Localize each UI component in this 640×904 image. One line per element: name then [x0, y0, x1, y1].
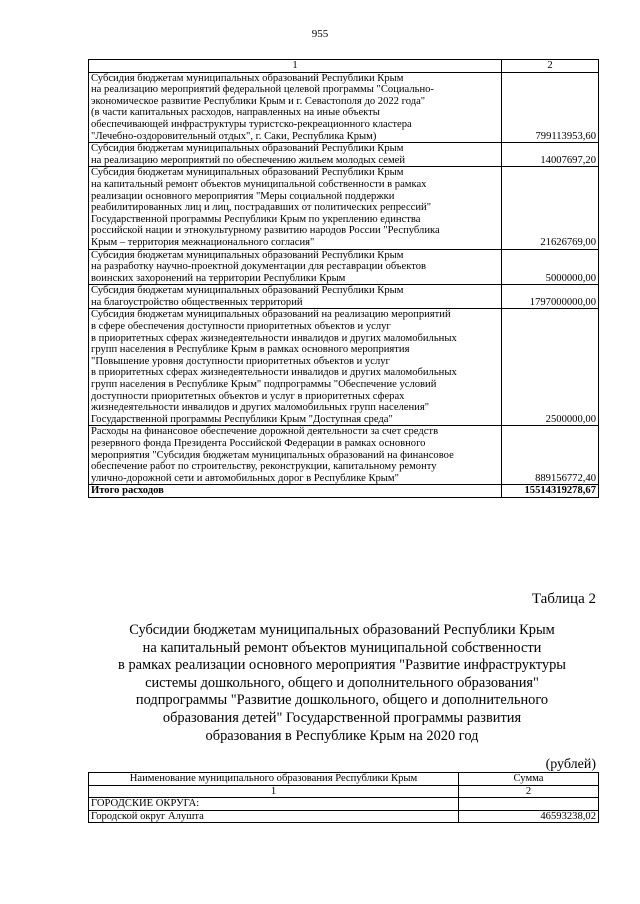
description-line: Субсидия бюджетам муниципальных образований на реализацию мероприятий: [91, 309, 451, 321]
expense-row: [89, 249, 599, 285]
title-line: образования детей" Государственной программы развития: [162, 709, 522, 726]
description-line: Субсидия бюджетам муниципальных образований Республики Крым: [91, 285, 404, 297]
expense-row: [89, 143, 599, 167]
expense-amount: 799113953,60: [502, 72, 599, 143]
page-number: 955: [311, 28, 329, 40]
description-line: "Повышение уровня доступности приоритетных объектов и услуг: [91, 355, 390, 367]
total-amount: 15514319278,67: [502, 485, 599, 498]
description-line: российской нации и этнокультурному развитию народов России "Республика: [91, 225, 440, 237]
expense-amount: 2500000,00: [502, 309, 599, 426]
description-line: обеспечение работ по строительству, реконструкции, капитальному ремонту: [91, 461, 437, 473]
expense-row: [89, 72, 599, 143]
expense-amount: 1797000000,00: [502, 285, 599, 309]
description-line: на благоустройство общественных территорий: [91, 296, 303, 308]
description-line: резервного фонда Президента Российской Федерации в рамках основного: [91, 438, 426, 449]
expense-row: [89, 285, 599, 309]
subsidies-table-header: [89, 773, 599, 786]
subsidies-table-body: [89, 773, 599, 823]
description-line: в сфере обеспечения доступности приоритетных объектов и услуг: [91, 321, 391, 333]
table-title: [86, 622, 598, 745]
description-line: на реализацию мероприятий по обеспечению жильем молодых семей: [91, 154, 406, 166]
subsidy-amount: 46593238,02: [459, 810, 599, 823]
expense-description: [89, 309, 502, 426]
expense-row: [89, 167, 599, 249]
section-row: [89, 798, 599, 811]
description-line: Государственной программы Республики Крым "Доступная среда": [91, 413, 393, 425]
expense-amount: 889156772,40: [502, 426, 599, 485]
description-line: экономическое развитие Республики Крым и г. Севастополя до 2022 года": [91, 95, 426, 107]
expense-description: [89, 426, 502, 485]
total-label: Итого расходов: [89, 485, 502, 498]
expense-amount: 5000000,00: [502, 249, 599, 285]
subsidies-table: [88, 772, 599, 823]
table-caption: Таблица 2: [531, 591, 596, 607]
description-line: на капитальный ремонт объектов муниципальной собственности в рамках: [91, 178, 427, 190]
description-line: групп населения в Республике Крым в рамках основного мероприятия: [91, 344, 410, 356]
column-number-1: 1: [89, 785, 459, 798]
expenses-table-body: [89, 60, 599, 498]
section-empty-cell: [459, 798, 599, 811]
description-line: (в части капитальных расходов, направленных на иные объекты: [91, 107, 380, 119]
description-line: обеспечивающей инфраструктуры туристско-рекреационного кластера: [91, 118, 412, 130]
expense-description: [89, 72, 502, 143]
expense-description: [89, 285, 502, 309]
title-line: образования в Республике Крым на 2020 год: [205, 727, 479, 744]
column-number-2: 2: [459, 785, 599, 798]
title-line: системы дошкольного, общего и дополнительного образования": [145, 674, 539, 691]
municipality-name: Городской округ Алушта: [89, 810, 459, 823]
description-line: воинских захоронений на территории Республики Крым: [91, 272, 346, 284]
description-line: Субсидия бюджетам муниципальных образований Республики Крым: [91, 167, 404, 179]
description-line: улично-дорожной сети и автомобильных дорог в Республике Крым": [91, 472, 399, 484]
expenses-table: [88, 59, 599, 498]
expense-description: [89, 143, 502, 167]
title-line: в рамках реализации основного мероприятия "Развитие инфраструктуры: [118, 657, 566, 674]
description-line: на разработку научно-проектной документации для реставрации объектов: [91, 261, 427, 273]
description-line: Субсидия бюджетам муниципальных образований Республики Крым: [91, 72, 404, 84]
description-line: реабилитированных лиц и лиц, пострадавших от политических репрессий": [91, 202, 432, 214]
description-line: Государственной программы Республики Крым по укреплению единства: [91, 213, 421, 225]
section-label: ГОРОДСКИЕ ОКРУГА:: [89, 798, 459, 811]
description-line: в приоритетных сферах жизнедеятельности инвалидов и других маломобильных: [91, 367, 457, 379]
description-line: реализации основного мероприятия "Меры социальной поддержки: [91, 190, 395, 202]
column-number-2: 2: [502, 60, 599, 73]
expense-row: [89, 309, 599, 426]
description-line: Крым – территория межнационального согласия": [91, 236, 315, 248]
description-line: "Лечебно-оздоровительный отдых", г. Саки, Республика Крым): [91, 130, 377, 142]
title-line: Субсидии бюджетам муниципальных образований Республики Крым: [129, 622, 555, 638]
description-line: в приоритетных сферах жизнедеятельности инвалидов и других маломобильных: [91, 332, 457, 344]
expense-description: [89, 249, 502, 285]
column-header-amount: Сумма: [459, 773, 599, 786]
description-line: Субсидия бюджетам муниципальных образований Республики Крым: [91, 143, 404, 155]
table-row: [89, 810, 599, 823]
description-line: мероприятия "Субсидия бюджетам муниципальных образований на финансовое: [91, 449, 454, 461]
expense-description: [89, 167, 502, 249]
column-header-name: Наименование муниципального образования Республики Крым: [89, 773, 459, 786]
column-numbers-row: [89, 785, 599, 798]
description-line: на реализацию мероприятий федеральной целевой программы "Социально-: [91, 84, 434, 96]
units-label: (рублей): [545, 757, 596, 772]
expense-row: [89, 426, 599, 485]
title-line: подпрограммы "Развитие дошкольного, общего и дополнительного: [135, 692, 549, 709]
title-line: на капитальный ремонт объектов муниципальной собственности: [142, 639, 542, 656]
description-line: жизнедеятельности инвалидов и других маломобильных групп населения": [91, 402, 430, 414]
expense-amount: 14007697,20: [502, 143, 599, 167]
description-line: групп населения в Республике Крым" подпрограммы "Обеспечение условий: [91, 379, 437, 391]
expense-amount: 21626769,00: [502, 167, 599, 249]
description-line: Расходы на финансовое обеспечение дорожной деятельности за счет средств: [91, 426, 439, 438]
description-line: доступности приоритетных объектов и услуг в приоритетных сферах: [91, 390, 405, 402]
total-row: [89, 485, 599, 498]
expenses-table-header: [89, 60, 599, 73]
column-number-1: 1: [89, 60, 502, 73]
description-line: Субсидия бюджетам муниципальных образований Республики Крым: [91, 249, 404, 261]
